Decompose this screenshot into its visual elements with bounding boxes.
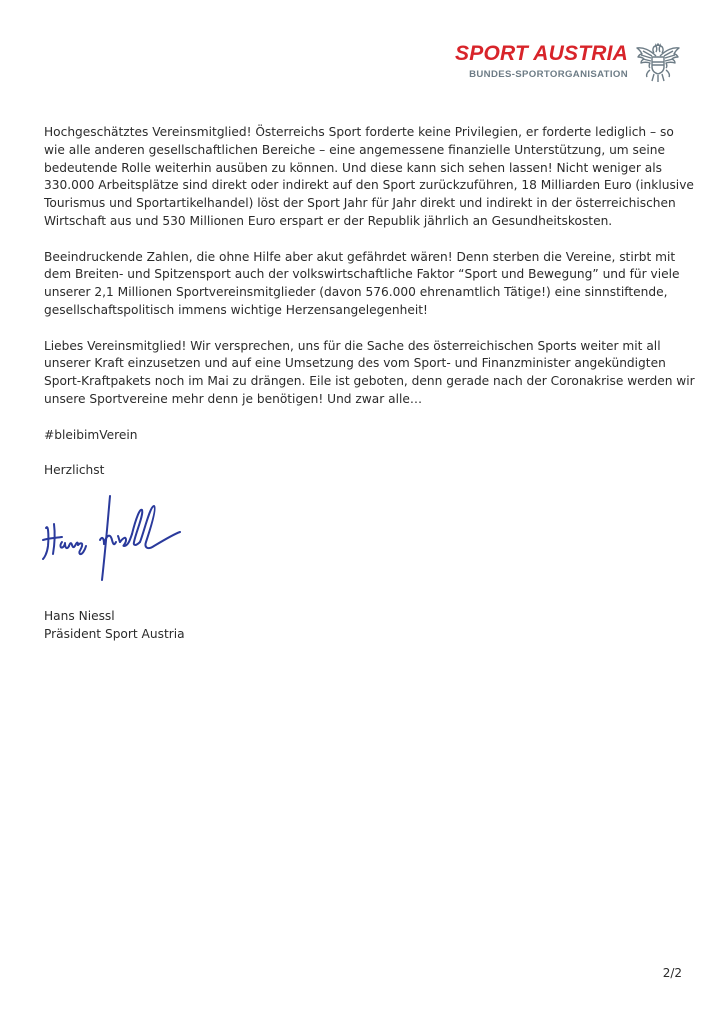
handwritten-signature — [40, 488, 190, 588]
austrian-eagle-icon — [635, 40, 681, 86]
sport-austria-logo — [444, 40, 684, 88]
paragraph-1 — [44, 124, 694, 231]
logo-wordmark: SPORT AUSTRIA — [455, 42, 628, 65]
text-line: unserer Kraft einzusetzen und auf eine Umsetzung des vom Sport- und Finanzminister angekündigten — [44, 356, 666, 371]
text-line: unsere Sportvereine mehr denn je benötigen! Und zwar alle… — [44, 391, 423, 406]
signer-name: Hans Niessl — [44, 609, 115, 623]
text-line: Tourismus und Sportartikelhandel) löst der Sport Jahr für Jahr direkt und indirekt in der österreichischen — [44, 196, 676, 211]
text-line: gesellschaftspolitisch immens wichtige Herzensangelegenheit! — [44, 302, 428, 317]
letter-body — [44, 124, 695, 498]
signer-title: Präsident Sport Austria — [44, 626, 185, 641]
paragraph-2 — [44, 249, 684, 320]
text-line: unserer 2,1 Millionen Sportvereinsmitglieder (davon 576.000 ehrenamtlich Tätige!) eine sinnstiftende, — [44, 285, 668, 300]
text-line: Sport-Kraftpakets noch im Mai zu drängen. Eile ist geboten, denn gerade nach der Coronakrise werden wir — [44, 374, 695, 389]
text-line: Liebes Vereinsmitglied! Wir versprechen, uns für die Sache des österreichischen Sports weiter mit all — [44, 338, 661, 353]
hashtag: #bleibimVerein — [44, 427, 138, 442]
text-line: bedeutende Rolle weiterhin ausüben zu können. Und diese kann sich sehen lassen! Nicht weniger als — [44, 160, 663, 175]
text-line: Wirtschaft aus und 530 Millionen Euro erspart er der Republik jährlich an Gesundheitskosten. — [44, 213, 613, 228]
page-number: 2/2 — [662, 966, 682, 980]
paragraph-3 — [44, 338, 695, 409]
text-line: 330.000 Arbeitsplätze sind direkt oder indirekt auf den Sport zurückzuführen, 18 Milliarden Euro (inklusive — [44, 178, 694, 193]
closing-greeting: Herzlichst — [44, 463, 105, 478]
logo-subtitle: BUNDES-SPORTORGANISATION — [469, 69, 628, 80]
text-line: dem Breiten- und Spitzensport auch der volkswirtschaftliche Faktor “Sport und Bewegung” und für viele — [44, 267, 680, 282]
text-line: Beeindruckende Zahlen, die ohne Hilfe aber akut gefährdet wären! Denn sterben die Vereine, stirbt mit — [44, 249, 676, 264]
text-line: wie alle anderen gesellschaftlichen Bereiche – eine angemessene finanzielle Unterstützung, um seine — [44, 142, 666, 157]
text-line: Hochgeschätztes Vereinsmitglied! Österreichs Sport forderte keine Privilegien, er forderte lediglich – so — [44, 125, 674, 139]
signer-block — [44, 608, 185, 644]
